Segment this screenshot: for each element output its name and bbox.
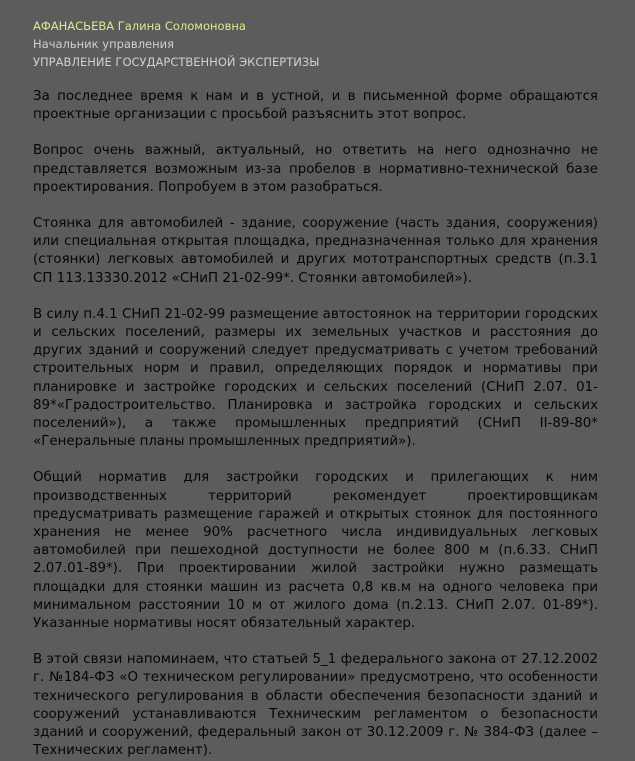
author-role: Начальник управления xyxy=(33,37,175,51)
author-department: УПРАВЛЕНИЕ ГОСУДАРСТВЕННОЙ ЭКСПЕРТИЗЫ xyxy=(33,55,320,69)
paragraph-law: В этой связи напоминаем, что статьей 5_1 федерального закона от 27.12.2002 г. №184-ФЗ «О техническом регулировании» предусмотрено, что особенности технического регулирования в области обеспечения безопасности зданий и сооружений устанавливаются Техническим регламентом о безопасности зданий и сооружений, федеральный закон от 30.12.2009 г. № 384-ФЗ (далее – Технических регламент). xyxy=(33,652,598,759)
paragraph-norms: Общий норматив для застройки городских и прилегающих к ним производственных территорий рекомендует проектировщикам предусматривать размещение гаражей и открытых стоянок для постоянного хранения не менее 90% расчетного числа индивидуальных легковых автомобилей при пешеходной доступности не более 800 м (п.6.33. СНиП 2.07.01-89*). При проектировании жилой застройки нужно размещать площадки для стоянки машин из расчета 0,8 кв.м на одного человека при минимальном расстоянии 10 м от жилого дома (п.2.13. СНиП 2.07. 01-89*). Указанные нормативы носят обязательный характер. xyxy=(33,470,598,632)
paragraph-placement: В силу п.4.1 СНиП 21-02-99 размещение автостоянок на территории городских и сельских поселений, размеры их земельных участков и расстояния до других зданий и сооружений следует предусматривать с учетом требований строительных норм и правил, определяющих порядок и нормативы при планировке и застройке городских и сельских поселений (СНиП 2.07. 01-89*«Градостроительство. Планировка и застройка городских и сельских поселений»), а также промышленных предприятий (СНиП II-89-80* «Генеральные планы промышленных предприятий»). xyxy=(33,306,598,450)
paragraph-question: Вопрос очень важный, актуальный, но ответить на него однозначно не представляется возможным из-за пробелов в нормативно-технической базе проектирования. Попробуем в этом разобраться. xyxy=(33,143,598,195)
paragraph-intro: За последнее время к нам и в устной, и в письменной форме обращаются проектные организации с просьбой разъяснить этот вопрос. xyxy=(33,89,598,123)
author-name: АФАНАСЬЕВА Галина Соломоновна xyxy=(33,19,246,33)
paragraph-definition: Стоянка для автомобилей - здание, сооружение (часть здания, сооружения) или специальная открытая площадка, предназначенная только для хранения (стоянки) легковых автомобилей и других мототранспортных средств (п.3.1 СП 113.13330.2012 «СНиП 21-02-99*. Стоянки автомобилей»). xyxy=(33,216,598,286)
article-body xyxy=(33,88,598,761)
author-header xyxy=(33,17,603,71)
